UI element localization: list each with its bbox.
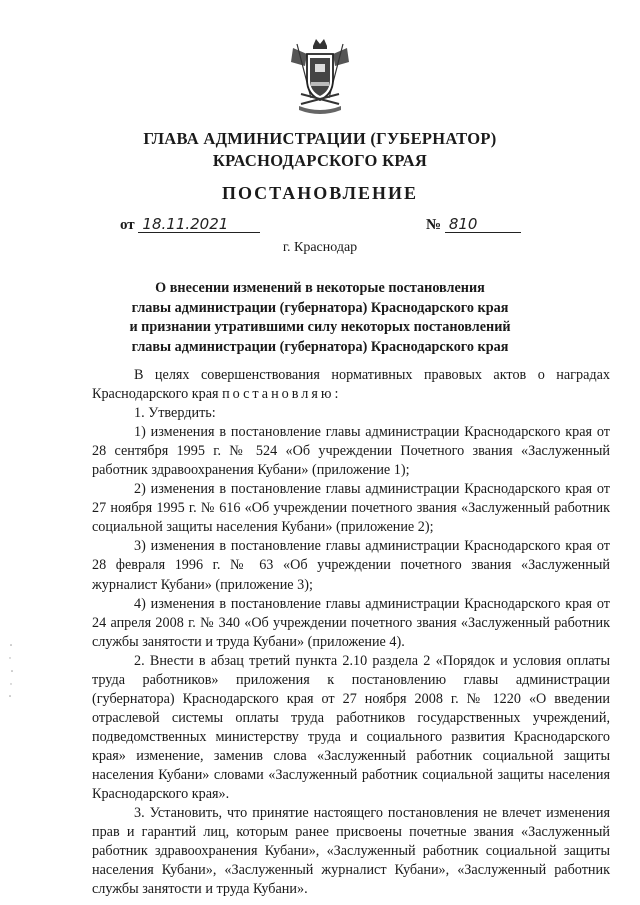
title-line-1: О внесении изменений в некоторые постановления: [155, 280, 485, 296]
paragraph-1-item-4: 4) изменения в постановление главы администрации Краснодарского края от 24 апреля 2008 г. № 340 «Об учреждении почетного звания «Заслуженный работник службы занятости и труда Кубани» (приложение 4).: [92, 595, 610, 650]
document-date: [120, 216, 260, 234]
title-line-3: и признании утратившими силу некоторых постановлений: [129, 319, 511, 335]
title-line-2: главы администрации (губернатора) Краснодарского края: [131, 299, 509, 316]
date-prefix: от: [120, 217, 135, 233]
document-title: [110, 279, 530, 357]
paragraph-3: 3. Установить, что принятие настоящего постановления не влечет изменения прав и гарантий лиц, которым ранее присвоены почетные звания «Заслуженный работник здравоохранения Кубани», «Заслуженный работник социальной защиты населения Кубани», «Заслуженный журналист Кубани», «Заслуженный работник службы занятости и труда Кубани».: [92, 805, 610, 898]
intro-paragraph: [92, 366, 610, 404]
authority-title-line-1: ГЛАВА АДМИНИСТРАЦИИ (ГУБЕРНАТОР): [143, 129, 497, 148]
intro-decree-word: постановляю:: [222, 386, 342, 403]
number-value: 810: [445, 216, 521, 233]
coat-of-arms-icon: [287, 36, 353, 114]
number-prefix: №: [426, 217, 442, 233]
paragraph-1-item-1: 1) изменения в постановление главы администрации Краснодарского края от 28 сентября 1995 г. № 524 «Об учреждении Почетного звания «Заслуженный работник здравоохранения Кубани» (приложение 1);: [92, 424, 610, 479]
paragraph-1: 1. Утвердить:: [134, 405, 216, 422]
date-value: 18.11.2021: [138, 216, 260, 233]
paragraph-1-item-2: 2) изменения в постановление главы администрации Краснодарского края от 27 ноября 1995 г. № 616 «Об учреждении почетного звания «Заслуженный работник социальной защиты населения Кубани» (приложение 2);: [92, 481, 610, 536]
title-line-4: главы администрации (губернатора) Краснодарского края: [131, 338, 509, 355]
scan-margin-marks: [8, 640, 14, 700]
document-number: [426, 216, 521, 234]
paragraph-1-item-3: 3) изменения в постановление главы администрации Краснодарского края от 28 февраля 1996 г. № 63 «Об учреждении почетного звания «Заслуженный журналист Кубани» (приложение 3);: [92, 538, 610, 593]
city: г. Краснодар: [282, 240, 358, 255]
authority-title-line-2: КРАСНОДАРСКОГО КРАЯ: [212, 151, 428, 170]
document-type: ПОСТАНОВЛЕНИЕ: [221, 183, 419, 203]
paragraph-2: 2. Внести в абзац третий пункта 2.10 раздела 2 «Порядок и условия оплаты труда работников» приложения к постановлению главы администрации (губернатора) Краснодарского края от 27 ноября 2008 г. № 1220 «О введении отраслевой системы оплаты труда работников государственных учреждений, подведомственных министерству труда и социального развития Краснодарского края» изменение, заменив слова «Заслуженный работник социальной защиты населения Кубани» словами «Заслуженный работник социальной защиты населения Краснодарского края».: [92, 652, 610, 803]
document-body: [92, 366, 610, 899]
intro-text: В целях совершенствования нормативных правовых актов о наградах Краснодарского края: [92, 367, 610, 403]
